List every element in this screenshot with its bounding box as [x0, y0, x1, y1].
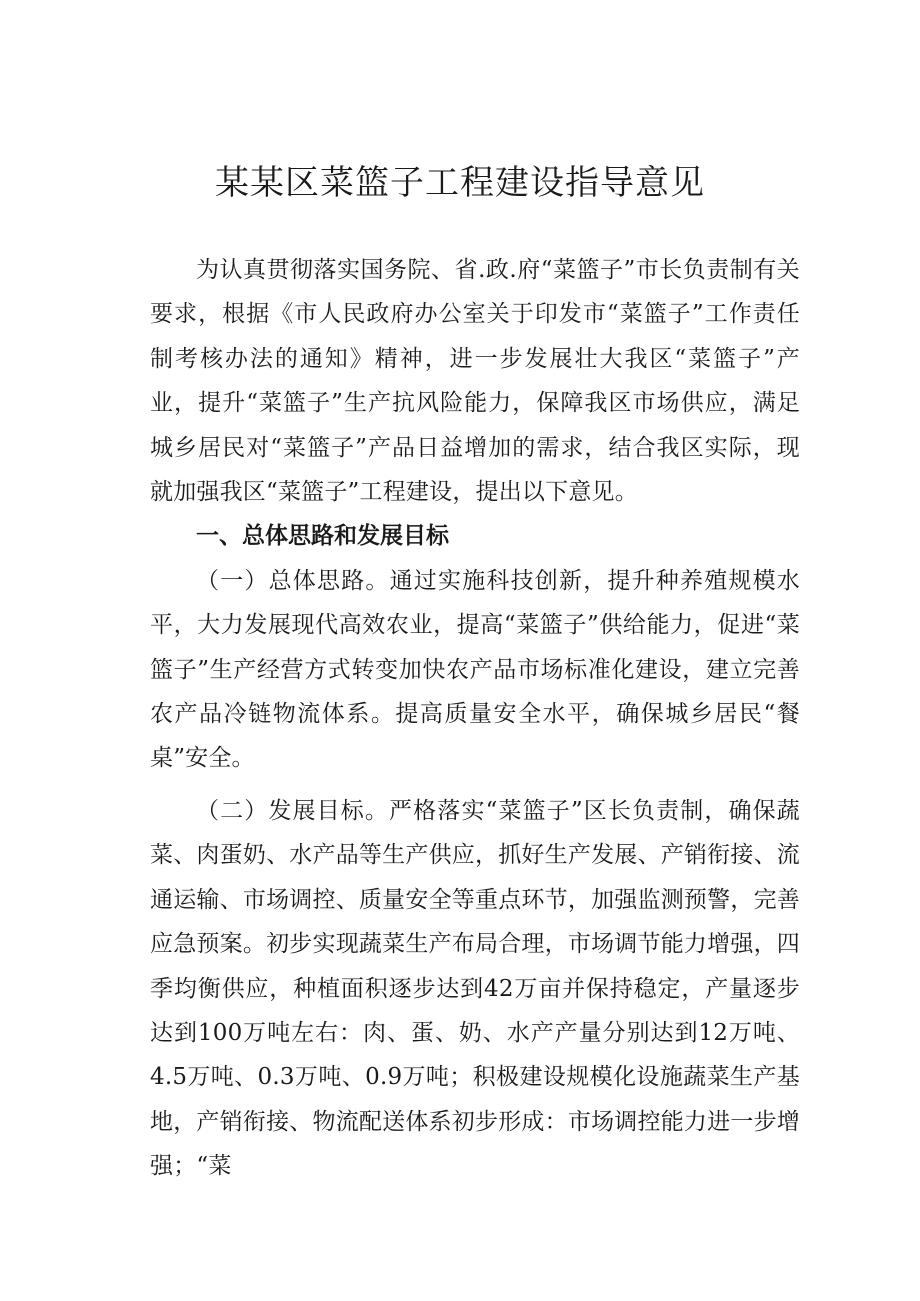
document-title: 某某区菜篮子工程建设指导意见 — [215, 163, 705, 203]
development-goals-paragraph: （二）发展目标。严格落实“菜篮子”区长负责制，确保蔬菜、肉蛋奶、水产品等生产供应，抓好生产发展、产销衔接、流通运输、市场调控、质量安全等重点环节，加强监测预警，完善应急预案。初步实现蔬菜生产布局合理，市场调节能力增强，四季均衡供应，种植面积逐步达到42万亩并保持稳定，产量逐步达到100万吨左右：肉、蛋、奶、水产产量分别达到12万吨、4.5万吨、0.3万吨、0.9万吨；积极建设规模化设施蔬菜生产基地，产销衔接、物流配送体系初步形成：市场调控能力进一步增强；“菜 — [150, 797, 800, 1180]
intro-paragraph: 为认真贯彻落实国务院、省.政.府“菜篮子”市长负责制有关要求，根据《市人民政府办公室关于印发市“菜篮子”工作责任制考核办法的通知》精神，进一步发展壮大我区“菜篮子”产业，提升“菜篮子”生产抗风险能力，保障我区市场供应，满足城乡居民对“菜篮子”产品日益增加的需求，结合我区实际，现就加强我区“菜篮子”工程建设，提出以下意见。 — [150, 257, 800, 506]
section-heading: 一、总体思路和发展目标 — [196, 523, 449, 550]
general-approach-paragraph: （一）总体思路。通过实施科技创新，提升种养殖规模水平，大力发展现代高效农业，提高“菜篮子”供给能力，促进“菜篮子”生产经营方式转变加快农产品市场标准化建设，建立完善农产品冷链物流体系。提高质量安全水平，确保城乡居民“餐桌”安全。 — [150, 567, 800, 772]
document-body — [150, 248, 800, 1189]
